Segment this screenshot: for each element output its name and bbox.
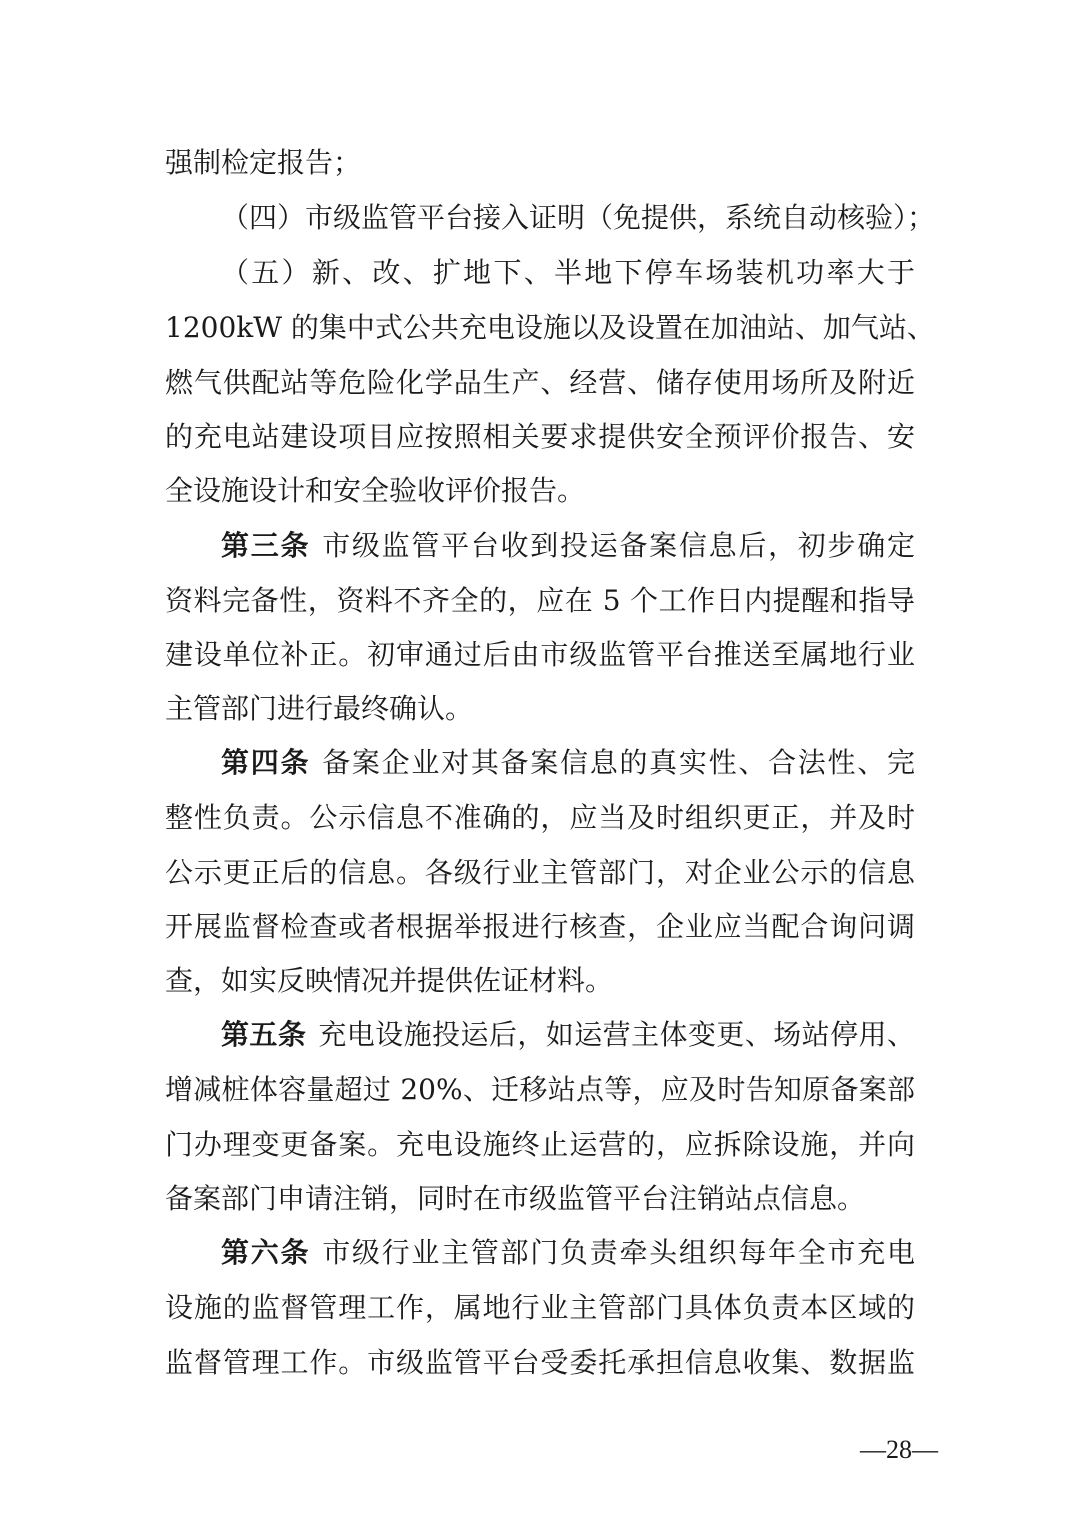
text-line: 燃气供配站等危险化学品生产、经营、储存使用场所及附近 [165, 366, 915, 399]
text-line: 建设单位补正。初审通过后由市级监管平台推送至属地行业 [165, 638, 915, 671]
text-line: 全设施设计和安全验收评价报告。 [165, 474, 586, 507]
page-number: —28— [860, 1435, 938, 1464]
article-paragraph-start [221, 529, 915, 563]
text-line: 的充电站建设项目应按照相关要求提供安全预评价报告、安 [165, 420, 915, 453]
text-line: 门办理变更备案。充电设施终止运营的，应拆除设施，并向 [165, 1128, 915, 1161]
text-line: 监督管理工作。市级监管平台受委托承担信息收集、数据监 [165, 1346, 915, 1379]
text-line: 强制检定报告； [165, 146, 362, 179]
text-line: 公示更正后的信息。各级行业主管部门，对企业公示的信息 [165, 856, 915, 889]
text-line: 备案部门申请注销，同时在市级监管平台注销站点信息。 [165, 1182, 866, 1215]
text-line: （五）新、改、扩地下、半地下停车场装机功率大于 [221, 256, 915, 289]
article-heading: 第六条 [221, 1236, 311, 1269]
text-line: 增减桩体容量超过 20%、迁移站点等，应及时告知原备案部 [165, 1073, 915, 1106]
text-run: 市级监管平台收到投运备案信息后，初步确定 [322, 529, 915, 562]
text-line: 整性负责。公示信息不准确的，应当及时组织更正，并及时 [165, 801, 915, 834]
text-run: 备案企业对其备案信息的真实性、合法性、完 [322, 746, 915, 779]
article-heading: 第四条 [221, 746, 311, 779]
text-line: 资料完备性，资料不齐全的，应在 5 个工作日内提醒和指导 [165, 584, 915, 617]
article-paragraph-start [221, 746, 915, 780]
article-paragraph-start [221, 1236, 915, 1270]
article-heading: 第五条 [221, 1018, 307, 1051]
text-line: 主管部门进行最终确认。 [165, 692, 474, 725]
text-run: 充电设施投运后，如运营主体变更、场站停用、 [318, 1018, 915, 1051]
article-heading: 第三条 [221, 529, 311, 562]
text-line: 1200kW 的集中式公共充电设施以及设置在加油站、加气站、 [165, 311, 935, 344]
article-paragraph-start [221, 1018, 915, 1052]
text-line: （四）市级监管平台接入证明（免提供，系统自动核验）； [221, 201, 936, 234]
text-line: 设施的监督管理工作，属地行业主管部门具体负责本区域的 [165, 1291, 915, 1324]
text-line: 开展监督检查或者根据举报进行核查，企业应当配合询问调 [165, 910, 915, 943]
text-run: 市级行业主管部门负责牵头组织每年全市充电 [322, 1236, 915, 1269]
text-line: 查，如实反映情况并提供佐证材料。 [165, 964, 614, 997]
